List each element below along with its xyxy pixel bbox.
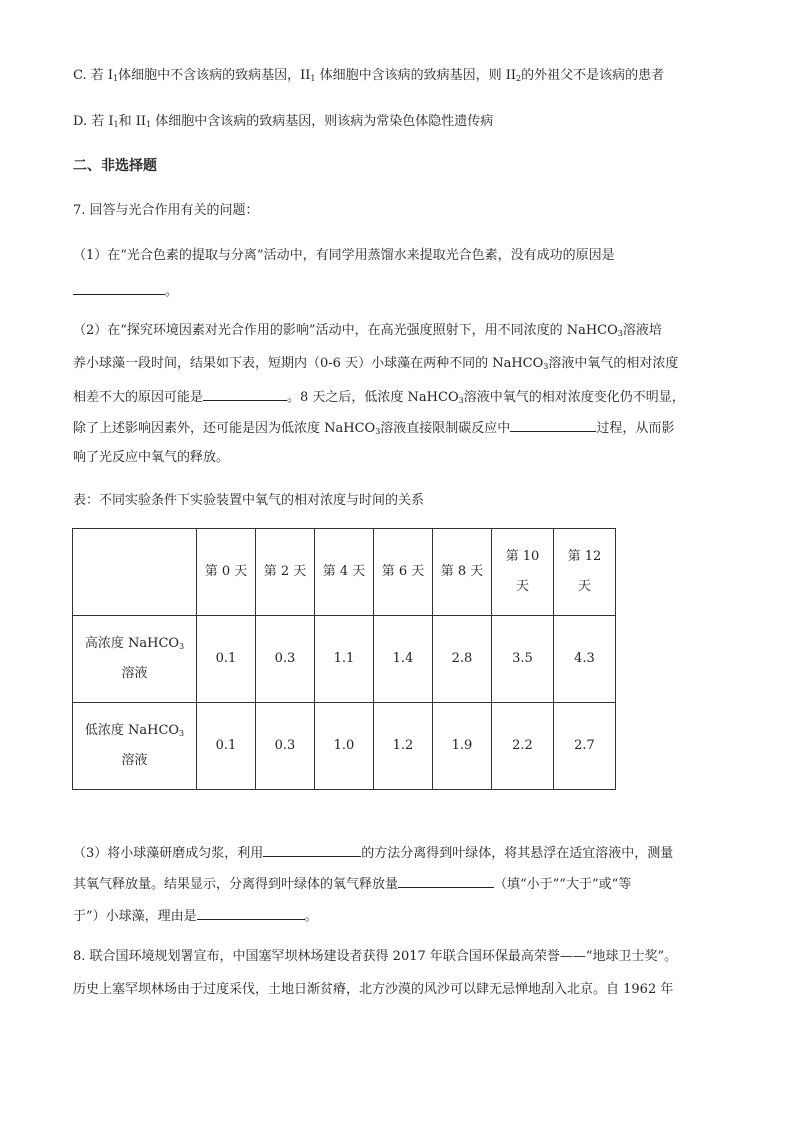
- table-row: [73, 703, 616, 790]
- header-cell: 第 4 天: [315, 529, 374, 616]
- answer-blank[interactable]: [203, 386, 287, 401]
- value-cell: 0.3: [256, 703, 315, 790]
- q8-line1: 8. 联合国环境规划署宣布，中国塞罕坝林场建设者获得 2017 年联合国环保最高荣誉——“地球卫士奖”。: [73, 949, 678, 964]
- answer-blank[interactable]: [197, 905, 305, 920]
- oxygen-table: [72, 528, 616, 790]
- table-row: [73, 616, 616, 703]
- table-header-row: [73, 529, 616, 616]
- header-cell: 第 6 天: [374, 529, 433, 616]
- answer-blank[interactable]: [510, 417, 596, 432]
- value-cell: 1.0: [315, 703, 374, 790]
- value-cell: 4.3: [554, 616, 616, 703]
- value-cell: 0.1: [197, 616, 256, 703]
- section-title: 二、非选择题: [73, 158, 157, 174]
- value-cell: 0.1: [197, 703, 256, 790]
- header-cell: 第 8 天: [433, 529, 492, 616]
- row-label: 高浓度 NaHCO$_3$ 溶液: [73, 616, 197, 703]
- q7-part2-line2: 养小球藻一段时间，结果如下表，短期内（0-6 天）小球藻在两种不同的 NaHCO$_3$溶液中氧气的相对浓度: [73, 356, 679, 371]
- q7-part1-line2: 。: [73, 280, 178, 301]
- q7-part3-line2: 其氧气释放量。结果显示，分离得到叶绿体的氧气释放量 （填“小于”“大于”或“等: [73, 873, 631, 894]
- value-cell: 2.2: [492, 703, 554, 790]
- table-caption: 表：不同实验条件下实验装置中氧气的相对浓度与时间的关系: [73, 493, 425, 508]
- q7-part1-line1: （1）在“光合色素的提取与分离”活动中，有同学用蒸馏水来提取光合色素，没有成功的原因是: [73, 248, 615, 263]
- value-cell: 1.2: [374, 703, 433, 790]
- answer-blank[interactable]: [398, 873, 494, 888]
- header-cell: 第 2 天: [256, 529, 315, 616]
- header-cell: 第 12 天: [554, 529, 616, 616]
- q8-line2: 历史上塞罕坝林场由于过度采伐，土地日渐贫瘠，北方沙漠的风沙可以肆无忌惮地刮入北京。自 1962 年: [73, 982, 674, 997]
- value-cell: 2.7: [554, 703, 616, 790]
- value-cell: 2.8: [433, 616, 492, 703]
- q7-part3-line1: （3）将小球藻研磨成匀浆，利用 的方法分离得到叶绿体，将其悬浮在适宜溶液中，测量: [73, 842, 673, 863]
- option-d: D. 若 $I_1$和 $II_1$ 体细胞中含该病的致病基因，则该病为常染色体隐性遗传病: [73, 114, 494, 129]
- value-cell: 1.9: [433, 703, 492, 790]
- header-cell: 第 0 天: [197, 529, 256, 616]
- value-cell: 1.1: [315, 616, 374, 703]
- row-label: 低浓度 NaHCO$_3$ 溶液: [73, 703, 197, 790]
- value-cell: 3.5: [492, 616, 554, 703]
- q7-part2-line1: （2）在“探究环境因素对光合作用的影响”活动中，在高光强度照射下，用不同浓度的 NaHCO$_3$溶液培: [73, 323, 662, 338]
- value-cell: 1.4: [374, 616, 433, 703]
- q7-part3-line3: 于”）小球藻，理由是 。: [73, 905, 318, 926]
- answer-blank[interactable]: [73, 280, 165, 295]
- corner-cell: [73, 529, 197, 616]
- header-cell: 第 10 天: [492, 529, 554, 616]
- q7-stem: 7. 回答与光合作用有关的问题：: [73, 203, 259, 218]
- value-cell: 0.3: [256, 616, 315, 703]
- q7-part2-line3: 相差不大的原因可能是 。8 天之后，低浓度 NaHCO$_3$溶液中氧气的相对浓度变化仍不明显，: [73, 386, 685, 407]
- option-c: C. 若 $I_1$体细胞中不含该病的致病基因，$II_1$ 体细胞中含该病的致病基因，则 $II_2$的外祖父不是该病的患者: [73, 68, 665, 83]
- q7-part2-line5: 响了光反应中氧气的释放。: [73, 450, 230, 465]
- q7-part2-line4: 除了上述影响因素外，还可能是因为低浓度 NaHCO$_3$溶液直接限制碳反应中 过程，从而影: [73, 417, 674, 438]
- answer-blank[interactable]: [263, 842, 361, 857]
